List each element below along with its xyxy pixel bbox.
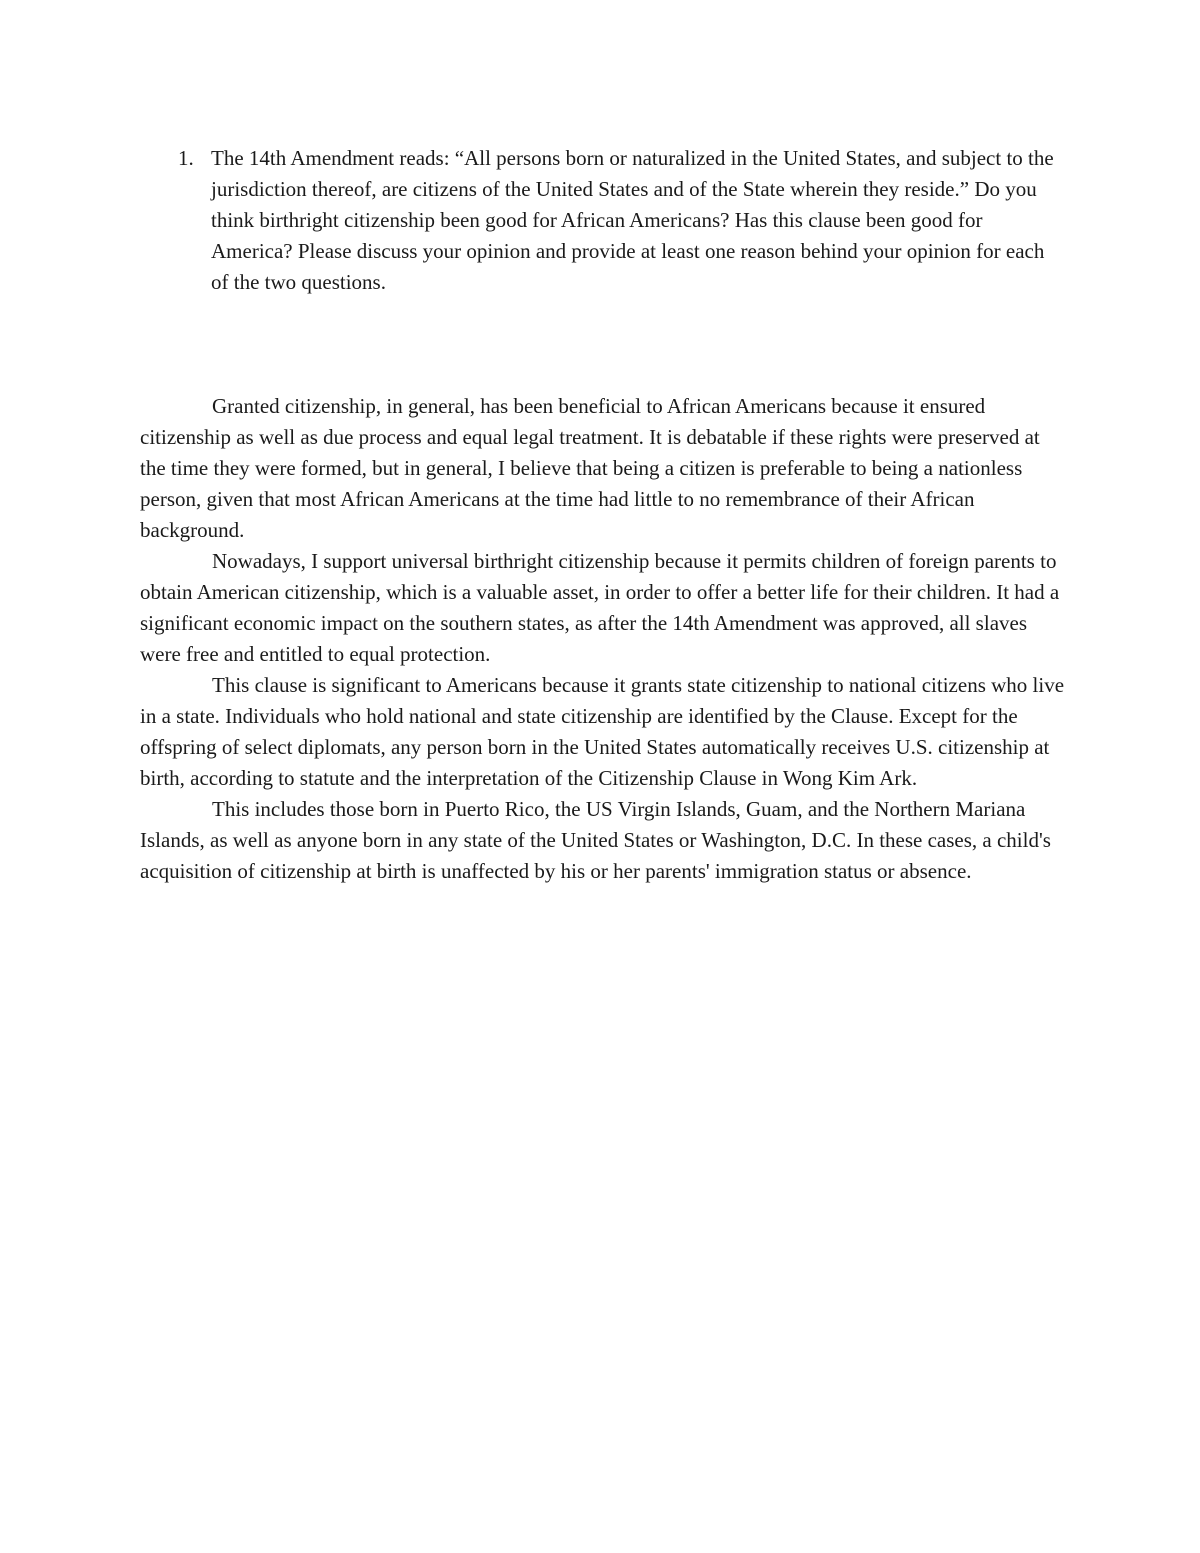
answer-paragraph: This clause is significant to Americans because it grants state citizenship to national citizens who live in a state. Individuals who hold national and state citizenship are identified by the Clause. Except for the offspring of select diplomats, any person born in the United States automatically receives U.S. citizenship at birth, according to statute and the interpretation of the Citizenship Clause in Wong Kim Ark. [140, 673, 1065, 790]
answer-paragraph: Nowadays, I support universal birthright citizenship because it permits children of foreign parents to obtain American citizenship, which is a valuable asset, in order to offer a better life for their children. It had a significant economic impact on the southern states, as after the 14th Amendment was approved, all slaves were free and entitled to equal protection. [140, 549, 1060, 666]
question-number: 1. [178, 146, 194, 170]
question-text: The 14th Amendment reads: “All persons born or naturalized in the United States, and subject to the jurisdiction thereof, are citizens of the United States and of the State wherein they reside.” Do you think birthright citizenship been good for African Americans? Has this clause been good for America? Please discuss your opinion and provide at least one reason behind your opinion for each of the two questions. [211, 146, 1054, 294]
answer-paragraph: Granted citizenship, in general, has been beneficial to African Americans because it ensured citizenship as well as due process and equal legal treatment. It is debatable if these rights were preserved at the time they were formed, but in general, I believe that being a citizen is preferable to being a nationless person, given that most African Americans at the time had little to no remembrance of their African background. [140, 394, 1040, 542]
question-item [178, 143, 1058, 298]
answer-body [140, 391, 1065, 887]
answer-paragraph: This includes those born in Puerto Rico, the US Virgin Islands, Guam, and the Northern Mariana Islands, as well as anyone born in any state of the United States or Washington, D.C. In these cases, a child's acquisition of citizenship at birth is unaffected by his or her parents' immigration status or absence. [140, 797, 1051, 883]
